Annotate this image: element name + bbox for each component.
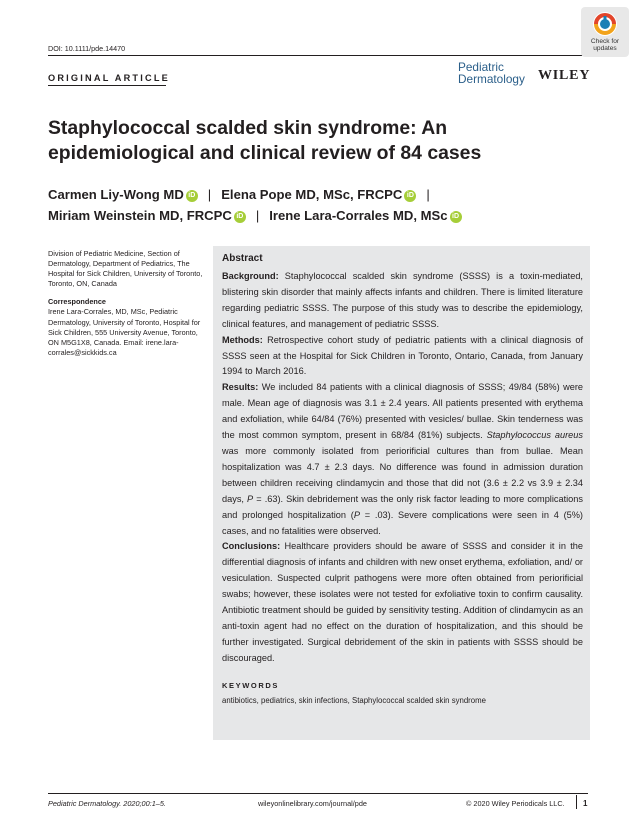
affiliation-text: Division of Pediatric Medicine, Section of Dermatology, Department of Pediatrics, The Hospital for Sick Children, University of Toronto, Toronto, ON, Canada [48, 249, 203, 289]
orcid-icon[interactable]: iD [234, 211, 246, 223]
abstract-methods: Methods: Retrospective cohort study of pediatric patients with a clinical diagnosis of SSSS seen at the Hospital for Sick Children in Toronto, Ontario, Canada, from January 1994 to March 2016. [222, 334, 583, 377]
abstract-background: Background: Staphylococcal scalded skin syndrome (SSSS) is a toxin-mediated, blistering skin disorder that mainly affects infants and children. There is limited literature regarding pediatric SSSS. The purpose of this study was to describe the epidemiology, clinical features, and management of pediatric SSSS. [222, 271, 583, 329]
page-number: 1 [583, 799, 588, 808]
author-name: Irene Lara-Corrales MD, MSc [269, 208, 448, 223]
footer-separator [576, 795, 577, 809]
copyright-notice: © 2020 Wiley Periodicals LLC. [466, 799, 565, 808]
journal-url-link[interactable]: wileyonlinelibrary.com/journal/pde [258, 799, 367, 808]
correspondence-heading: Correspondence [48, 297, 106, 307]
author-separator: | [426, 187, 430, 202]
check-updates-icon [592, 11, 618, 37]
author-name: Elena Pope MD, MSc, FRCPC [221, 187, 403, 202]
author-list [48, 184, 608, 226]
article-type-underline [48, 85, 166, 86]
header-divider [48, 55, 588, 56]
doi[interactable]: DOI: 10.1111/pde.14470 [48, 44, 126, 53]
abstract-heading: Abstract [222, 253, 263, 264]
affiliation-column [48, 249, 208, 358]
check-for-updates-badge[interactable] [581, 7, 629, 57]
keywords-heading: KEYWORDS [222, 680, 279, 690]
article-title: Staphylococcal scalded skin syndrome: An epidemiological and clinical review of 84 cases [48, 117, 482, 164]
author-separator: | [207, 187, 212, 202]
check-updates-label: Check for updates [590, 38, 620, 52]
orcid-icon[interactable]: iD [404, 190, 416, 202]
author-name: Carmen Liy-Wong MD [48, 187, 184, 202]
abstract-results: Results: We included 84 patients with a clinical diagnosis of SSSS; 49/84 (58%) were male. Mean age of diagnosis was 3.1 ± 2.4 years. All patients presented with erythema and exfoliation, while 64/84 (76%) presented with vesicles/ bullae. Skin tenderness was the most common symptom, present in 68/84 (81%) subjects. Staphylococcus aureus was more commonly isolated from periorificial cultures than from bullae. Mean hospitalization was 4.7 ± 2.3 days. No difference was found in admission duration between children receiving clindamycin and those that did not (3.6 ± 2.2 vs 3.9 ± 2.34 days, P = .63). Skin debridement was the only risk factor leading to more complications and prolonged hospitalization (P = .03). Severe complications were seen in 4 (5%) cases, and no fatalities were observed. [222, 382, 584, 536]
journal-citation: Pediatric Dermatology. 2020;00:1–5. [48, 799, 166, 808]
author-separator: | [255, 208, 260, 223]
author-name: Miriam Weinstein MD, FRCPC [48, 208, 232, 223]
orcid-icon[interactable]: iD [450, 211, 462, 223]
keywords-text: antibiotics, pediatrics, skin infections, Staphylococcal scalded skin syndrome [222, 695, 486, 705]
correspondence-text: Irene Lara-Corrales, MD, MSc, Pediatric Dermatology, University of Toronto, Hospital for Sick Children, 555 University Avenue, Toronto, ON M5G1X8, Canada. Email: irene.lara-corrales@sickkids.ca [48, 307, 201, 357]
abstract-conclusions: Conclusions: Healthcare providers should be aware of SSSS and consider it in the differential diagnosis of infants and children with new onset erythema, exfoliation, and/ or vesiculation. Suspected culprit pathogens were more often obtained from periorificial swabs; however, these isolates were not tested for exfoliative toxin to confirm causality. Antibiotic treatment should be guided by sensitivity testing. Addition of clindamycin as an anti-toxin agent had no effect on the duration of hospitalization, and this should be further investigated. Surgical debridement of the skin in patients with SSSS should be discouraged. [222, 541, 583, 663]
journal-logo: Pediatric Dermatology [458, 60, 525, 86]
publisher-logo: WILEY [538, 68, 591, 83]
footer-divider [48, 793, 588, 794]
abstract-box [213, 246, 590, 740]
article-type-label: ORIGINAL ARTICLE [48, 73, 170, 83]
orcid-icon[interactable]: iD [186, 190, 198, 202]
